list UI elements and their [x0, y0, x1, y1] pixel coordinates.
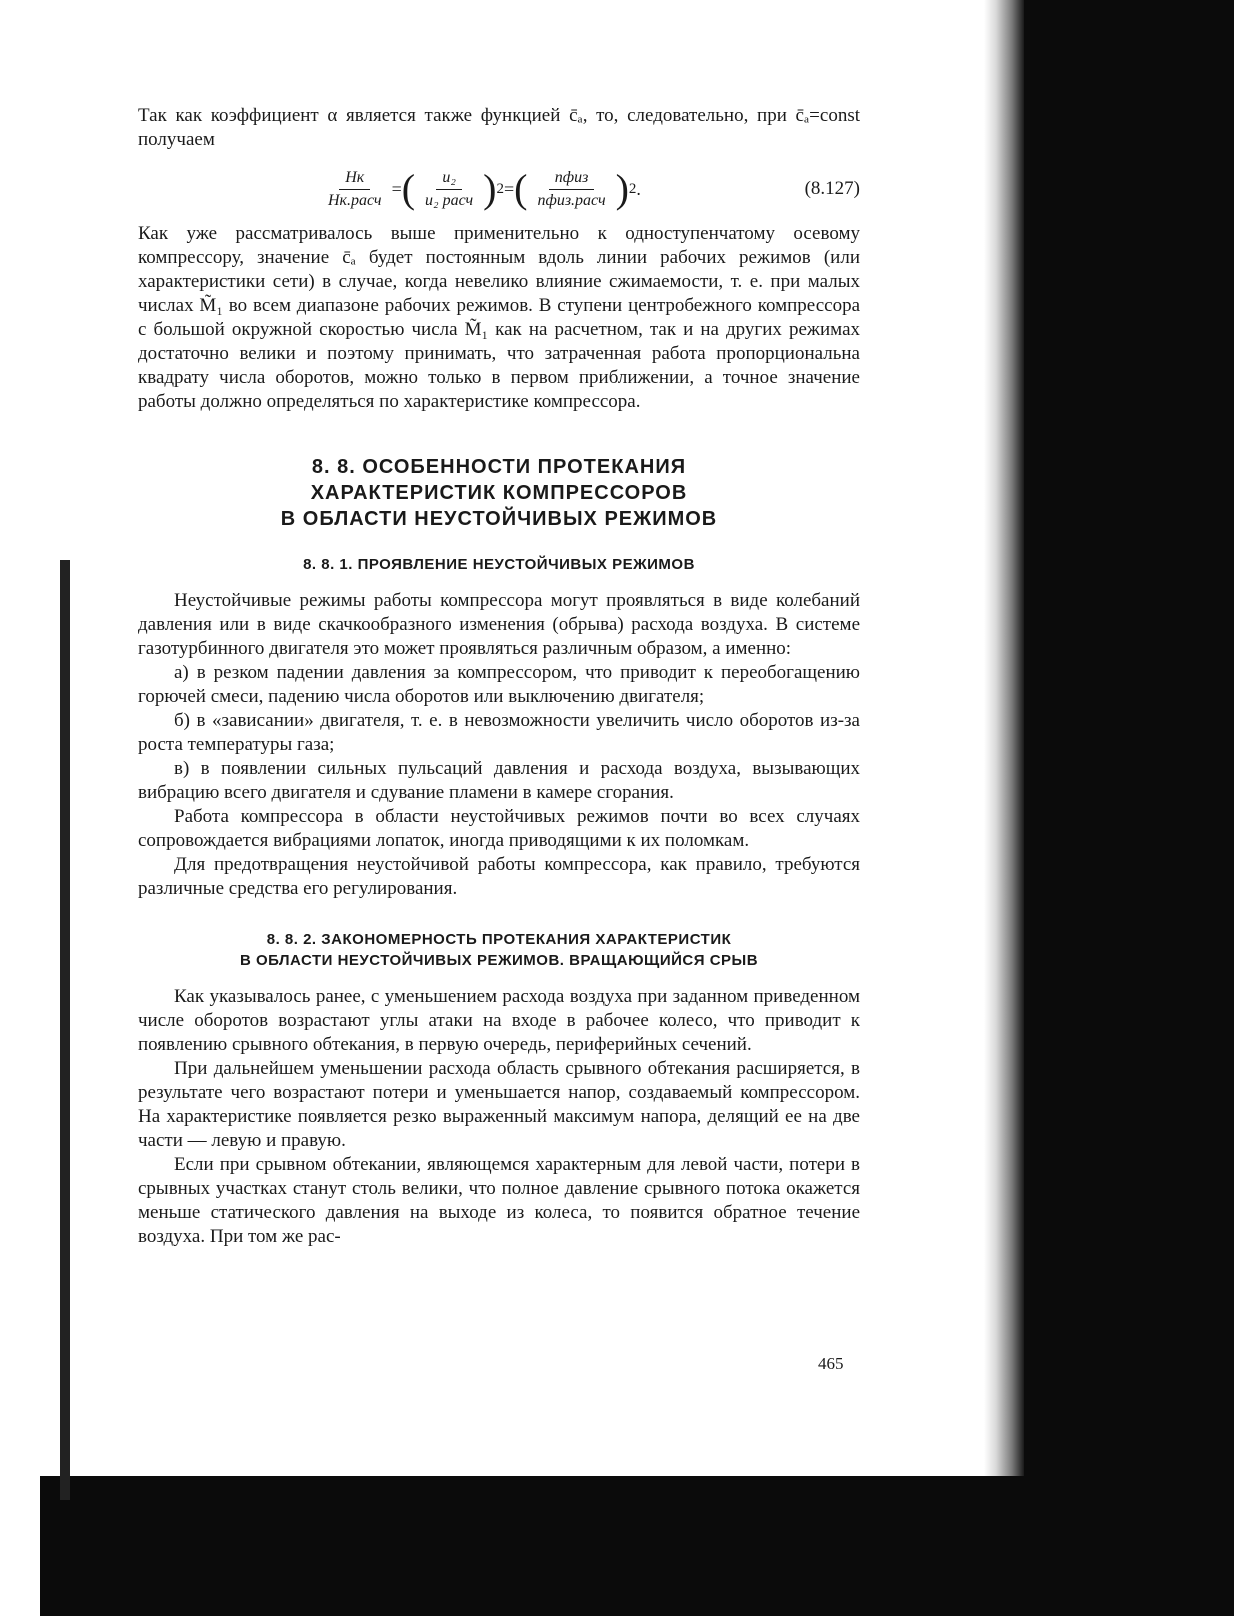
- formula-number: (8.127): [804, 178, 860, 199]
- period: .: [636, 179, 641, 199]
- scan-gutter-shadow: [984, 0, 1024, 1616]
- equals-sign: =: [391, 179, 402, 199]
- paragraph: При дальнейшем уменьшении расхода область срывного обтекания расширяется, в результате чего возрастают потери и уменьшается напор, создаваемый компрессором. На характеристике появляется резко выраженный максимум напора, делящий ее на две части — левую и правую.: [138, 1058, 860, 1151]
- exponent: 2: [496, 181, 504, 197]
- equals-sign: =: [503, 179, 515, 199]
- formula-lhs-numerator: Hк: [339, 167, 370, 190]
- section-title-line: ХАРАКТЕРИСТИК КОМПРЕССОРОВ: [310, 482, 688, 504]
- page-number: 465: [818, 1354, 844, 1373]
- paragraph: Неустойчивые режимы работы компрессора могут проявляться в виде колебаний давления или в виде скачкообразного изменения (обрыва) расхода воздуха. В системе газотурбинного двигателя это может проявляться различным образом, а именно:: [138, 590, 860, 659]
- formula-rhs-denominator: nфиз.расч: [537, 191, 606, 209]
- paragraph: Работа компрессора в области неустойчивых режимов почти во всех случаях сопровождается вибрациями лопаток, иногда приводящими к их поломкам.: [138, 806, 860, 851]
- paragraph: Если при срывном обтекании, являющемся характерным для левой части, потери в срывных участках станут столь велики, что полное давление срывного потока окажется меньше статического давления на выходе из колеса, то появится обратное течение воздуха. При том же рас-: [138, 1154, 860, 1247]
- exponent: 2: [628, 181, 637, 197]
- formula-rhs-numerator: nфиз: [549, 167, 595, 190]
- left-paren: (: [514, 166, 528, 211]
- list-item-b: б) в «зависании» двигателя, т. е. в невозможности увеличить число оборотов из-за роста температуры газа;: [138, 710, 860, 755]
- list-item-c: в) в появлении сильных пульсаций давления и расхода воздуха, вызывающих вибрацию всего двигателя и сдувание пламени в камере сгорания.: [138, 758, 860, 803]
- formula-rhs: [531, 167, 611, 212]
- paragraph: Для предотвращения неустойчивой работы компрессора, как правило, требуются различные средства его регулирования.: [138, 854, 860, 899]
- paragraph: Как указывалось ранее, с уменьшением расхода воздуха при заданном приведенном числе оборотов возрастают углы атаки на входе в рабочее колесо, что приводит к появлению срывного обтекания, в первую очередь, периферийных сечений.: [138, 986, 860, 1055]
- section-title: [138, 454, 860, 532]
- list-item-a: а) в резком падении давления за компрессором, что приводит к переобогащению горючей смеси, падению числа оборотов или выключению двигателя;: [138, 662, 860, 707]
- subsection-title: [138, 929, 860, 971]
- scan-edge-right: [1024, 0, 1234, 1616]
- scan-edge-bottom: [40, 1476, 1234, 1616]
- subsection-title-line: В ОБЛАСТИ НЕУСТОЙЧИВЫХ РЕЖИМОВ. ВРАЩАЮЩИЙСЯ СРЫВ: [239, 952, 759, 969]
- section-title-line: В ОБЛАСТИ НЕУСТОЙЧИВЫХ РЕЖИМОВ: [280, 508, 718, 530]
- formula-mid-numerator: u₂: [436, 167, 462, 190]
- scan-edge-left: [60, 560, 70, 1500]
- left-paren: (: [401, 166, 416, 211]
- formula-body: [318, 160, 641, 218]
- formula-8-127: [138, 160, 860, 218]
- subsection-title: 8. 8. 1. ПРОЯВЛЕНИЕ НЕУСТОЙЧИВЫХ РЕЖИМОВ: [303, 556, 695, 573]
- intro-text: Так как коэффициент α является также функцией c̄ₐ, то, следовательно, при c̄ₐ=const получаем: [138, 105, 860, 150]
- section-title-line: 8. 8. ОСОБЕННОСТИ ПРОТЕКАНИЯ: [311, 456, 687, 478]
- formula-lhs: [322, 167, 388, 212]
- formula-lhs-denominator: Hк.расч: [328, 191, 382, 209]
- right-paren: ): [615, 166, 629, 211]
- formula-mid-denominator: u₂ расч: [425, 191, 474, 209]
- subsection-title-line: 8. 8. 2. ЗАКОНОМЕРНОСТЬ ПРОТЕКАНИЯ ХАРАКТЕРИСТИК: [266, 931, 732, 948]
- right-paren: ): [483, 166, 497, 211]
- book-page: [138, 104, 860, 1249]
- paragraph: Как уже рассматривалось выше применительно к одноступенчатому осевому компрессору, значение c̄ₐ будет постоянным вдоль линии рабочих режимов (или характеристики сети) в случае, когда невелико влияние сжимаемости, т. е. при малых числах M̃₁ во всем диапазоне рабочих режимов. В ступени центробежного компрессора с большой окружной скоростью числа M̃₁ как на расчетном, так и на других режимах достаточно велики и поэтому принимать, что затраченная работа пропорциональна квадрату числа оборотов, можно только в первом приближении, а точное значение работы должно определяться по характеристике компрессора.: [138, 223, 860, 412]
- formula-mid: [419, 167, 479, 212]
